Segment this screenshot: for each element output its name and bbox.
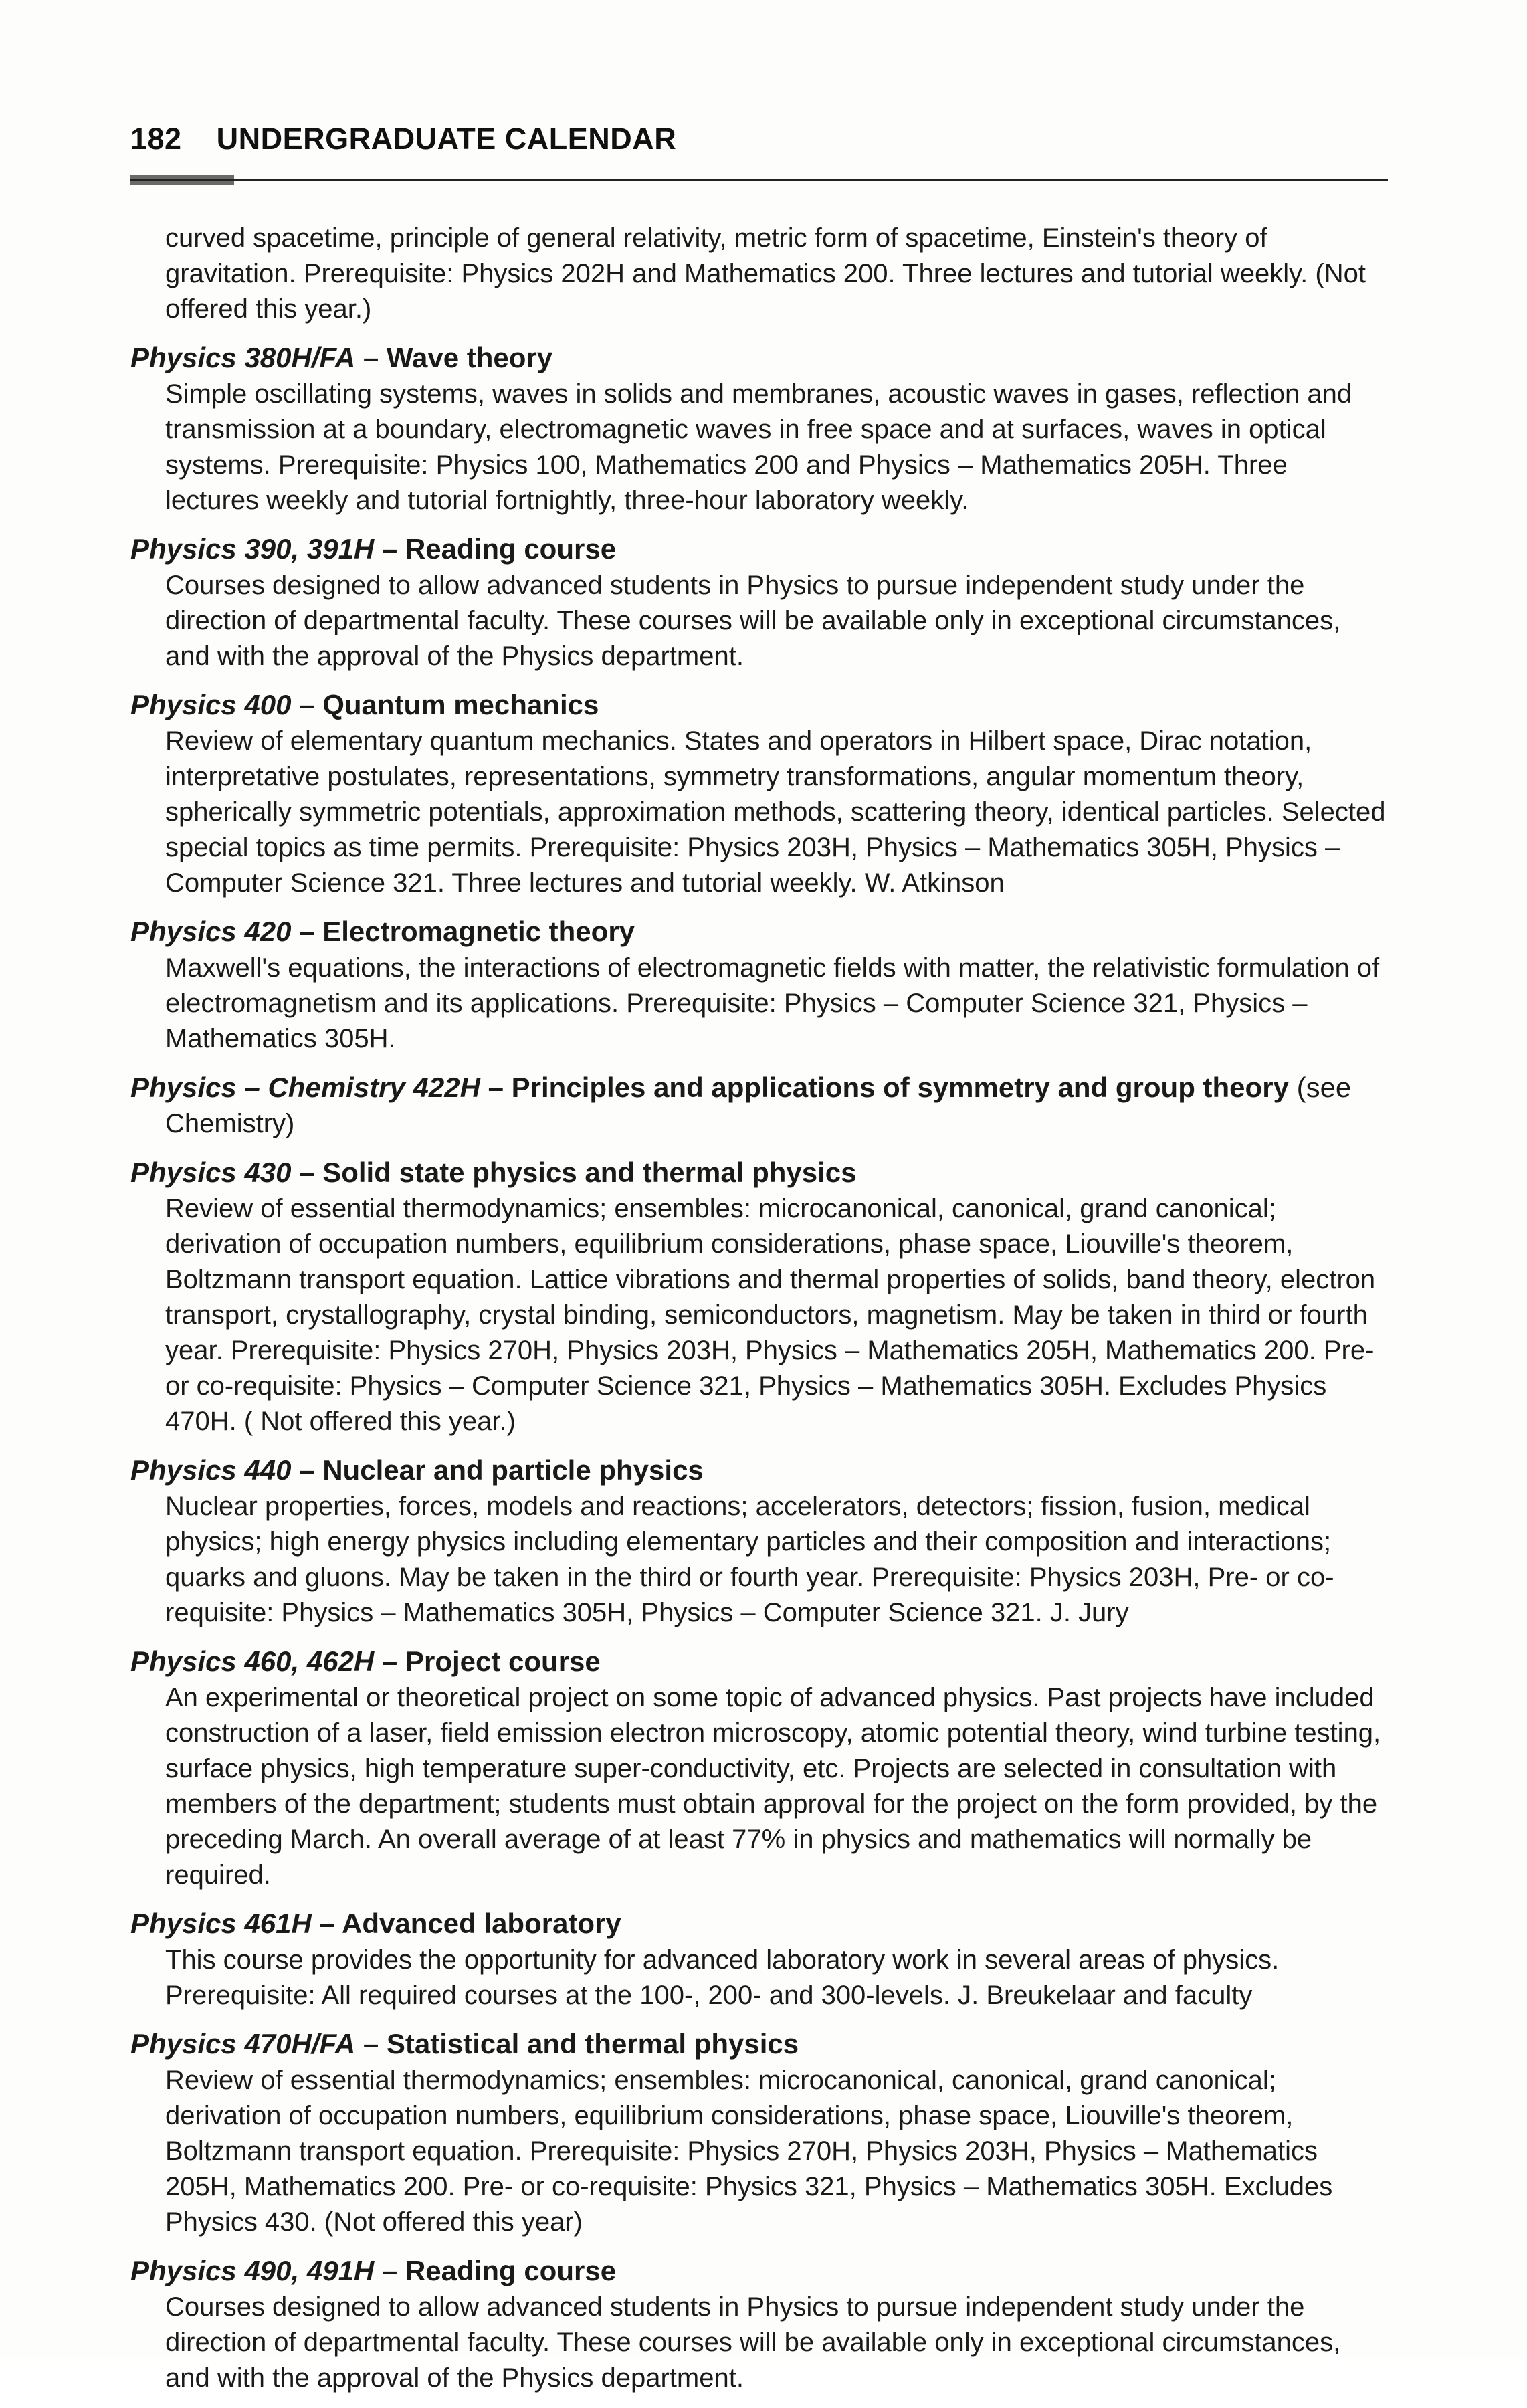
course-listing bbox=[130, 221, 1388, 2408]
course-entry bbox=[130, 686, 1388, 901]
course-title: Advanced laboratory bbox=[342, 1908, 621, 1939]
course-title: Reading course bbox=[405, 2255, 617, 2286]
course-description: Courses designed to allow advanced students in Physics to pursue independent study under the direction of departmental faculty. These courses will be available only in exceptional circumstances, and with the approval of the Physics department. bbox=[165, 2292, 1341, 2393]
course-description: Review of essential thermodynamics; ensembles: microcanonical, canonical, grand canonical; derivation of occupation numbers, equilibrium considerations, phase space, Liouville's theorem, Boltzmann transport equation. Prerequisite: Physics 270H, Physics 203H, Physics – Mathematics 205H, Mathematics 200. Pre- or co-requisite: Physics 321, Physics – Mathematics 305H. Excludes Physics 430. (Not offered this year) bbox=[165, 2066, 1333, 2237]
course-title: Electromagnetic theory bbox=[322, 916, 635, 947]
course-code: Physics 390, 391H bbox=[130, 533, 375, 565]
course-description: Chemistry) bbox=[165, 1109, 295, 1138]
course-entry bbox=[130, 1643, 1388, 1893]
course-description: Review of elementary quantum mechanics. States and operators in Hilbert space, Dirac notation, interpretative postulates, representations, symmetry transformations, angular momentum theory, spherically symmetric potentials, approximation methods, scattering theory, identical particles. Selected special topics as time permits. Prerequisite: Physics 203H, Physics – Mathematics 305H, Physics – Computer Science 321. Three lectures and tutorial weekly. W. Atkinson bbox=[165, 726, 1386, 898]
page-number: 182 bbox=[130, 122, 182, 156]
course-code: Physics 470H/FA bbox=[130, 2028, 356, 2060]
see-reference: (see bbox=[1296, 1072, 1352, 1103]
course-description: Courses designed to allow advanced students in Physics to pursue independent study under the direction of departmental faculty. These courses will be available only in exceptional circumstances, and with the approval of the Physics department. bbox=[165, 571, 1341, 671]
course-description: Review of essential thermodynamics; ensembles: microcanonical, canonical, grand canonical; derivation of occupation numbers, equilibrium considerations, phase space, Liouville's theorem, Boltzmann transport equation. Lattice vibrations and thermal properties of solids, band theory, electron transport, crystallography, crystal binding, semiconductors, magnetism. May be taken in third or fourth year. Prerequisite: Physics 270H, Physics 203H, Physics – Mathematics 205H, Mathematics 200. Pre- or co-requisite: Physics – Computer Science 321, Physics – Mathematics 305H. Excludes Physics 470H. ( Not offered this year.) bbox=[165, 1194, 1376, 1436]
course-title: Solid state physics and thermal physics bbox=[322, 1157, 857, 1188]
course-code: Physics 420 bbox=[130, 916, 292, 947]
course-heading: Physics 440 – Nuclear and particle physics bbox=[130, 1454, 704, 1486]
course-heading: Physics 430 – Solid state physics and thermal physics bbox=[130, 1157, 857, 1188]
course-entry bbox=[130, 1069, 1388, 1142]
course-code: Physics 440 bbox=[130, 1454, 292, 1486]
course-code: Physics 460, 462H bbox=[130, 1645, 375, 1677]
course-entry bbox=[130, 339, 1388, 518]
course-code: Physics 461H bbox=[130, 1908, 312, 1939]
course-description: Maxwell's equations, the interactions of electromagnetic fields with matter, the relativistic formulation of electromagnetism and its applications. Prerequisite: Physics – Computer Science 321, Physics – Mathematics 305H. bbox=[165, 953, 1380, 1054]
course-heading: Physics 461H – Advanced laboratory bbox=[130, 1908, 621, 1939]
course-entry bbox=[130, 2252, 1388, 2396]
course-description: Nuclear properties, forces, models and reactions; accelerators, detectors; fission, fusion, medical physics; high energy physics including elementary particles and their composition and interactions; quarks and gluons. May be taken in the third or fourth year. Prerequisite: Physics 203H, Pre- or co-requisite: Physics – Mathematics 305H, Physics – Computer Science 321. J. Jury bbox=[165, 1492, 1334, 1627]
course-title: Principles and applications of symmetry and group theory bbox=[511, 1072, 1289, 1103]
course-entry bbox=[130, 913, 1388, 1057]
running-head bbox=[130, 122, 676, 157]
course-title: Reading course bbox=[405, 533, 617, 565]
course-entry bbox=[130, 1154, 1388, 1439]
course-heading: Physics 400 – Quantum mechanics bbox=[130, 689, 599, 720]
course-entry bbox=[130, 530, 1388, 674]
course-heading: Physics 470H/FA – Statistical and thermal physics bbox=[130, 2028, 799, 2060]
course-description: An experimental or theoretical project on some topic of advanced physics. Past projects have included construction of a laser, field emission electron microscopy, atomic potential theory, wind turbine testing, surface physics, high temperature super-conductivity, etc. Projects are selected in consultation with members of the department; students must obtain approval for the project on the form provided, by the preceding March. An overall average of at least 77% in physics and mathematics will normally be required. bbox=[165, 1683, 1381, 1890]
course-description: This course provides the opportunity for advanced laboratory work in several areas of physics. Prerequisite: All required courses at the 100-, 200- and 300-levels. J. Breukelaar and faculty bbox=[165, 1945, 1280, 2010]
course-heading: Physics 460, 462H – Project course bbox=[130, 1645, 601, 1677]
course-heading: Physics 490, 491H – Reading course bbox=[130, 2255, 617, 2286]
header-rule bbox=[130, 179, 1388, 181]
course-heading: Physics 390, 391H – Reading course bbox=[130, 533, 617, 565]
course-entry bbox=[130, 1905, 1388, 2013]
course-title: Nuclear and particle physics bbox=[322, 1454, 704, 1486]
course-code: Physics 430 bbox=[130, 1157, 292, 1188]
course-code: Physics – Chemistry 422H bbox=[130, 1072, 480, 1103]
course-title: Project course bbox=[405, 1645, 601, 1677]
course-description: Simple oscillating systems, waves in solids and membranes, acoustic waves in gases, reflection and transmission at a boundary, electromagnetic waves in free space and at surfaces, waves in optical systems. Prerequisite: Physics 100, Mathematics 200 and Physics – Mathematics 205H. Three lectures weekly and tutorial fortnightly, three-hour laboratory weekly. bbox=[165, 379, 1352, 515]
course-code: Physics 490, 491H bbox=[130, 2255, 375, 2286]
course-title: Statistical and thermal physics bbox=[386, 2028, 799, 2060]
running-head-title: UNDERGRADUATE CALENDAR bbox=[216, 122, 677, 156]
course-heading: Physics 420 – Electromagnetic theory bbox=[130, 916, 635, 947]
course-heading: Physics – Chemistry 422H – Principles and applications of symmetry and group theory (see bbox=[130, 1072, 1352, 1103]
course-entry bbox=[130, 1451, 1388, 1631]
course-code: Physics 380H/FA bbox=[130, 342, 356, 373]
course-title: Wave theory bbox=[386, 342, 553, 373]
course-title: Quantum mechanics bbox=[322, 689, 599, 720]
continued-description: curved spacetime, principle of general relativity, metric form of spacetime, Einstein's theory of gravitation. Prerequisite: Physics 202H and Mathematics 200. Three lectures and tutorial weekly. (Not offered this year.) bbox=[165, 223, 1366, 324]
course-code: Physics 400 bbox=[130, 689, 292, 720]
course-entry bbox=[130, 2025, 1388, 2240]
course-heading: Physics 380H/FA – Wave theory bbox=[130, 342, 553, 373]
